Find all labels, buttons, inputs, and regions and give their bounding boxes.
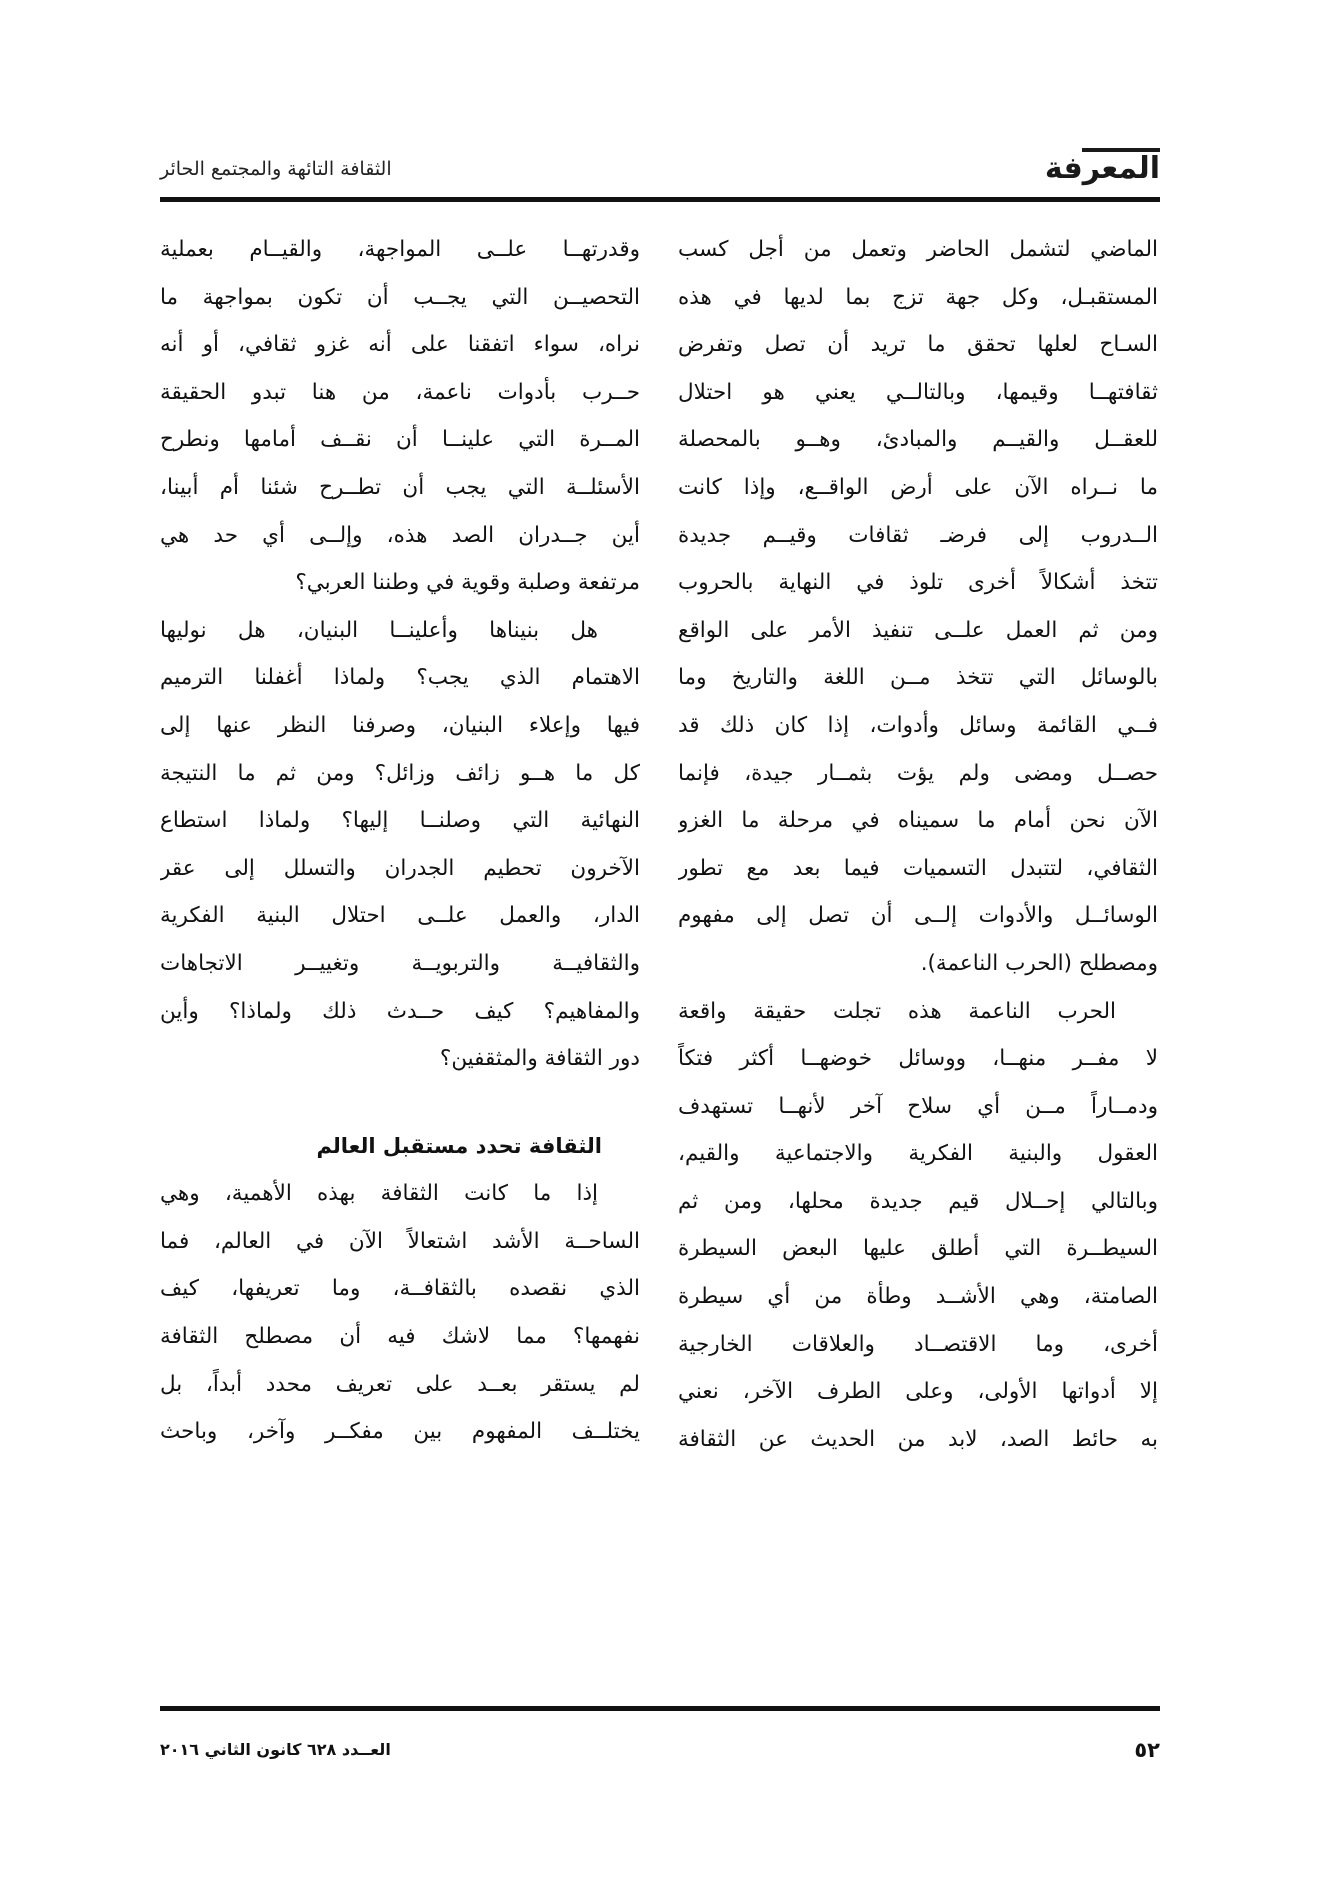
- text-line: يختلــف المفهوم بين مفكــر وآخر، وباحث: [160, 1419, 640, 1445]
- text-line: والثقافيــة والتربويــة وتغييــر الاتجاهات: [160, 950, 640, 976]
- text-line: الصامتة، وهي الأشــد وطأة من أي سيطرة: [678, 1284, 1158, 1310]
- text-line: الآن نحن أمام ما سميناه في مرحلة ما الغزو: [678, 808, 1158, 834]
- text-line: دور الثقافة والمثقفين؟: [439, 1046, 640, 1072]
- text-line: مرتفعة وصلبة وقوية في وطننا العربي؟: [295, 570, 640, 596]
- text-line: لا مفــر منهــا، ووسائل خوضهــا أكثر فتكاً: [678, 1046, 1158, 1072]
- text-line: بالوسائل التي تتخذ مــن اللغة والتاريخ وما: [678, 665, 1158, 691]
- text-line: أين جــدران الصد هذه، وإلــى أي حد هي: [160, 522, 640, 548]
- text-line: الحرب الناعمة هذه تجلت حقيقة واقعة: [678, 998, 1116, 1024]
- text-line: أخرى، وما الاقتصــاد والعلاقات الخارجية: [678, 1331, 1158, 1357]
- text-line: نفهمها؟ مما لاشك فيه أن مصطلح الثقافة: [160, 1324, 640, 1350]
- text-line: المستقبـل، وكل جهة تزج بما لديها في هذه: [678, 284, 1158, 310]
- text-line: حصــل ومضى ولم يؤت بثمــار جيدة، فإنما: [678, 760, 1158, 786]
- text-line: نراه، سواء اتفقنا على أنه غزو ثقافي، أو أنه: [160, 332, 640, 358]
- text-line: التحصيــن التي يجــب أن تكون بمواجهة ما: [160, 284, 640, 310]
- text-line: الساحــة الأشد اشتعالاً الآن في العالم، فما: [160, 1228, 640, 1254]
- text-line: فيها وإعلاء البنيان، وصرفنا النظر عنها إلى: [160, 712, 640, 738]
- text-line: وقدرتهــا علــى المواجهة، والقيــام بعملية: [160, 237, 640, 262]
- text-line: الآخرون تحطيم الجدران والتسلل إلى عقر: [160, 855, 640, 881]
- text-line: الوسائــل والأدوات إلــى أن تصل إلى مفهوم: [678, 903, 1158, 929]
- text-line: الماضي لتشمل الحاضر وتعمل من أجل كسب: [678, 237, 1158, 262]
- text-line: الأسئلــة التي يجب أن تطــرح شئنا أم أبينا،: [160, 474, 640, 500]
- text-line: السيطــرة التي أطلق عليها البعض السيطرة: [678, 1236, 1158, 1262]
- text-line: تتخذ أشكالاً أخرى تلوذ في النهاية بالحروب: [678, 570, 1158, 596]
- text-line: إلا أدواتها الأولى، وعلى الطرف الآخر، نعني: [678, 1379, 1158, 1405]
- text-line: كل ما هــو زائف وزائل؟ ومن ثم ما النتيجة: [160, 760, 640, 786]
- text-line: به حائط الصد، لابد من الحديث عن الثقافة: [678, 1426, 1158, 1452]
- text-line: المــرة التي علينــا أن نقــف أمامها ونطرح: [160, 427, 640, 453]
- text-line: ومصطلح (الحرب الناعمة).: [920, 950, 1158, 976]
- text-line: ومن ثم العمل علــى تنفيذ الأمر على الواقع: [678, 617, 1158, 643]
- text-line: الــدروب إلى فرضـ ثقافات وقيــم جديدة: [678, 522, 1158, 548]
- text-line: ثقافتهــا وقيمها، وبالتالــي يعني هو احتلال: [678, 379, 1158, 405]
- text-column-right: [678, 226, 1158, 1463]
- magazine-logo: المعرفة: [1044, 151, 1160, 186]
- running-title: الثقافة التائهة والمجتمع الحائر: [160, 158, 392, 180]
- text-line: هل بنيناها وأعلينــا البنيان، هل نوليها: [160, 617, 598, 643]
- text-line: النهائية التي وصلنــا إليها؟ ولماذا استطاع: [160, 808, 640, 834]
- header-rule: [160, 197, 1160, 202]
- text-line: الثقافي، لتتبدل التسميات فيما بعد مع تطور: [678, 855, 1158, 881]
- text-line: الدار، والعمل علــى احتلال البنية الفكرية: [160, 903, 640, 929]
- section-heading: الثقافة تحدد مستقبل العالم: [316, 1133, 602, 1158]
- text-line: السـاح لعلها تحقق ما تريد أن تصل وتفرض: [678, 332, 1158, 358]
- text-line: ودمــاراً مــن أي سلاح آخر لأنهــا تستهدف: [678, 1093, 1158, 1119]
- text-line: للعقــل والقيــم والمبادئ، وهــو بالمحصلة: [678, 427, 1158, 453]
- text-line: إذا ما كانت الثقافة بهذه الأهمية، وهي: [160, 1181, 598, 1207]
- text-line: والمفاهيم؟ كيف حــدث ذلك ولماذا؟ وأين: [160, 998, 640, 1024]
- text-line: وبالتالي إحــلال قيم جديدة محلها، ومن ثم: [678, 1188, 1158, 1214]
- page-number: ٥٢: [1134, 1738, 1160, 1762]
- text-column-left: [160, 226, 640, 1456]
- page-footer: [160, 1738, 1160, 1772]
- page-header: [160, 148, 1160, 194]
- footer-rule: [160, 1706, 1160, 1711]
- text-line: حــرب بأدوات ناعمة، من هنا تبدو الحقيقة: [160, 379, 640, 405]
- issue-info: العــدد ٦٢٨ كانون الثاني ٢٠١٦: [160, 1740, 391, 1759]
- text-line: الذي نقصده بالثقافــة، وما تعريفها، كيف: [160, 1276, 640, 1302]
- text-line: فــي القائمة وسائل وأدوات، إذا كان ذلك قد: [678, 712, 1158, 738]
- text-line: الاهتمام الذي يجب؟ ولماذا أغفلنا الترميم: [160, 665, 640, 691]
- text-line: العقول والبنية الفكرية والاجتماعية والقيم،: [678, 1141, 1158, 1167]
- text-line: لم يستقر بعــد على تعريف محدد أبداً، بل: [160, 1371, 640, 1397]
- text-line: ما نــراه الآن على أرض الواقــع، وإذا كانت: [678, 474, 1158, 500]
